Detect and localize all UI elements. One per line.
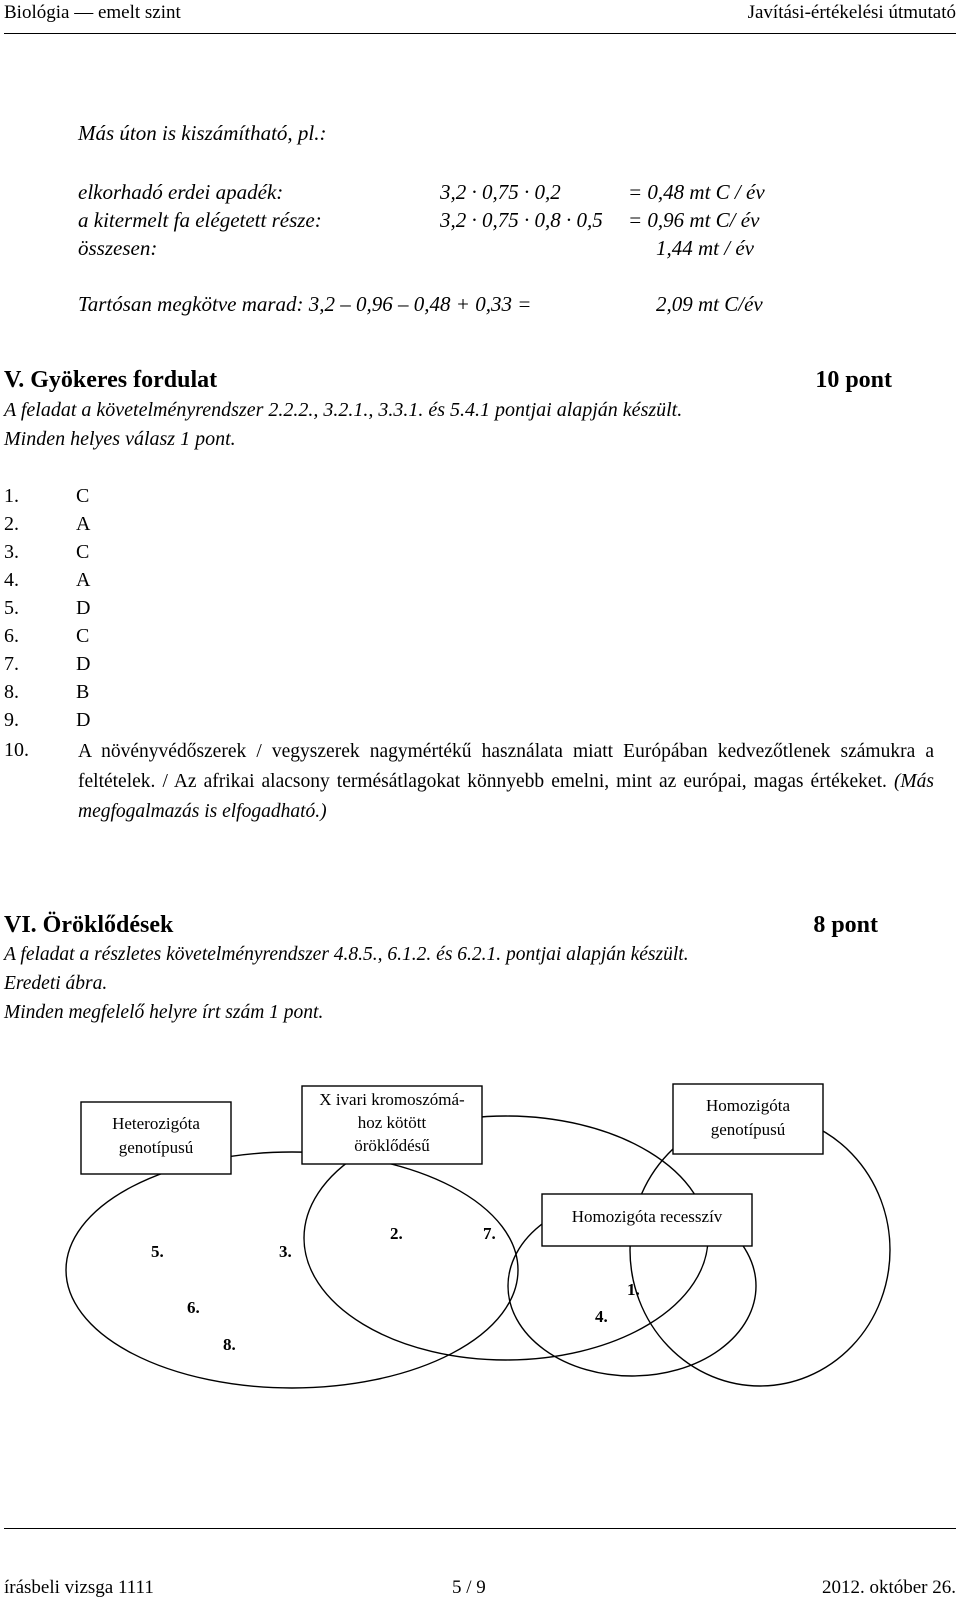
answer-number: 9. xyxy=(4,709,19,731)
calc-summary-label: Tartósan megkötve marad: 3,2 – 0,96 – 0,48 + 0,33 = xyxy=(78,292,532,316)
header-left: Biológia — emelt szint xyxy=(4,2,181,23)
section6-title: VI. Öröklődések xyxy=(4,912,174,938)
box-heterozygous-line: Heterozigóta xyxy=(112,1114,200,1133)
answer-value: D xyxy=(76,709,91,731)
answer-value: A xyxy=(76,569,91,591)
calc-summary-result: 2,09 mt C/év xyxy=(656,292,763,316)
region-number: 8. xyxy=(223,1335,236,1354)
header-right: Javítási-értékelési útmutató xyxy=(747,2,956,23)
box-x-linked-line: hoz kötött xyxy=(357,1113,427,1132)
region-number: 3. xyxy=(279,1242,292,1261)
box-x-linked-line: öröklődésű xyxy=(354,1136,430,1155)
region-number: 4. xyxy=(595,1307,608,1326)
section5-note: A feladat a követelményrendszer 2.2.2., 3.2.1., 3.3.1. és 5.4.1 pontjai alapján készült. xyxy=(4,399,683,421)
region-number: 7. xyxy=(483,1224,496,1243)
box-homozygous-line: genotípusú xyxy=(710,1120,786,1139)
region-number: 6. xyxy=(187,1298,200,1317)
venn-diagram xyxy=(0,1060,960,1420)
answer-number: 4. xyxy=(4,569,19,591)
answer-number: 5. xyxy=(4,597,19,619)
answer-value: D xyxy=(76,597,91,619)
answer-number: 3. xyxy=(4,541,19,563)
region-number: 2. xyxy=(390,1224,403,1243)
footer-left: írásbeli vizsga 1111 xyxy=(4,1577,154,1598)
answer-10-note: (Más megfogalmazás is elfogadható.) xyxy=(78,771,935,822)
footer-page: 5 / 9 xyxy=(452,1577,486,1598)
section6-points: 8 pont xyxy=(813,912,878,938)
calc-row-result: = 0,96 mt C/ év xyxy=(628,208,760,232)
calc-row-label: elkorhadó erdei apadék: xyxy=(78,180,284,204)
answer-number-10: 10. xyxy=(4,739,29,761)
calc-row-label: összesen: xyxy=(78,236,158,260)
answer-value: B xyxy=(76,681,90,703)
section6-scoring: Minden megfelelő helyre írt szám 1 pont. xyxy=(4,1002,324,1023)
header-rule xyxy=(4,33,956,34)
answer-value: C xyxy=(76,625,90,647)
section5-points: 10 pont xyxy=(815,367,892,393)
section5-scoring: Minden helyes válasz 1 pont. xyxy=(4,428,236,450)
box-homozygous xyxy=(673,1084,823,1154)
calc-row-label: a kitermelt fa elégetett része: xyxy=(78,208,322,232)
box-heterozygous-line: genotípusú xyxy=(118,1138,194,1157)
calc-row-expr: 3,2 · 0,75 · 0,8 · 0,5 xyxy=(440,208,603,232)
calc-row-expr: 3,2 · 0,75 · 0,2 xyxy=(440,180,561,204)
answer-value: C xyxy=(76,485,90,507)
section6-note: A feladat a részletes követelményrendszer 4.8.5., 6.1.2. és 6.2.1. pontjai alapján készült. xyxy=(4,944,689,965)
answer-10-text: A növényvédőszerek / vegyszerek nagymértékű használata miatt Európában kedvezőtlenek számukra a feltételek. / Az afrikai alacsony termésátlagokat könnyebb emelni, mint az európai, magas értékeket. (Más megfogalmazás is elfogadható.) xyxy=(78,741,935,822)
region-number: 5. xyxy=(151,1242,164,1261)
hetero-circle xyxy=(66,1152,518,1388)
answer-number: 1. xyxy=(4,485,19,507)
footer-date: 2012. október 26. xyxy=(821,1577,956,1598)
answer-value: A xyxy=(76,513,91,535)
region-number: 1. xyxy=(627,1280,640,1299)
calc-row-result: 1,44 mt / év xyxy=(656,236,754,260)
answer-number: 6. xyxy=(4,625,19,647)
calc-intro: Más úton is kiszámítható, pl.: xyxy=(78,121,327,145)
box-x-linked-line: X ivari kromoszómá- xyxy=(319,1090,465,1109)
answer-number: 7. xyxy=(4,653,19,675)
box-homozygous-recessive-label: Homozigóta recesszív xyxy=(571,1207,723,1226)
answer-number: 2. xyxy=(4,513,19,535)
answer-value: D xyxy=(76,653,91,675)
answer-value: C xyxy=(76,541,90,563)
homo-circle xyxy=(630,1114,890,1386)
calc-row-result: = 0,48 mt C / év xyxy=(628,180,765,204)
answer-number: 8. xyxy=(4,681,19,703)
section5-title: V. Gyökeres fordulat xyxy=(4,367,218,393)
box-homozygous-line: Homozigóta xyxy=(705,1096,791,1115)
footer-rule xyxy=(4,1528,956,1529)
section6-origin: Eredeti ábra. xyxy=(4,973,108,994)
